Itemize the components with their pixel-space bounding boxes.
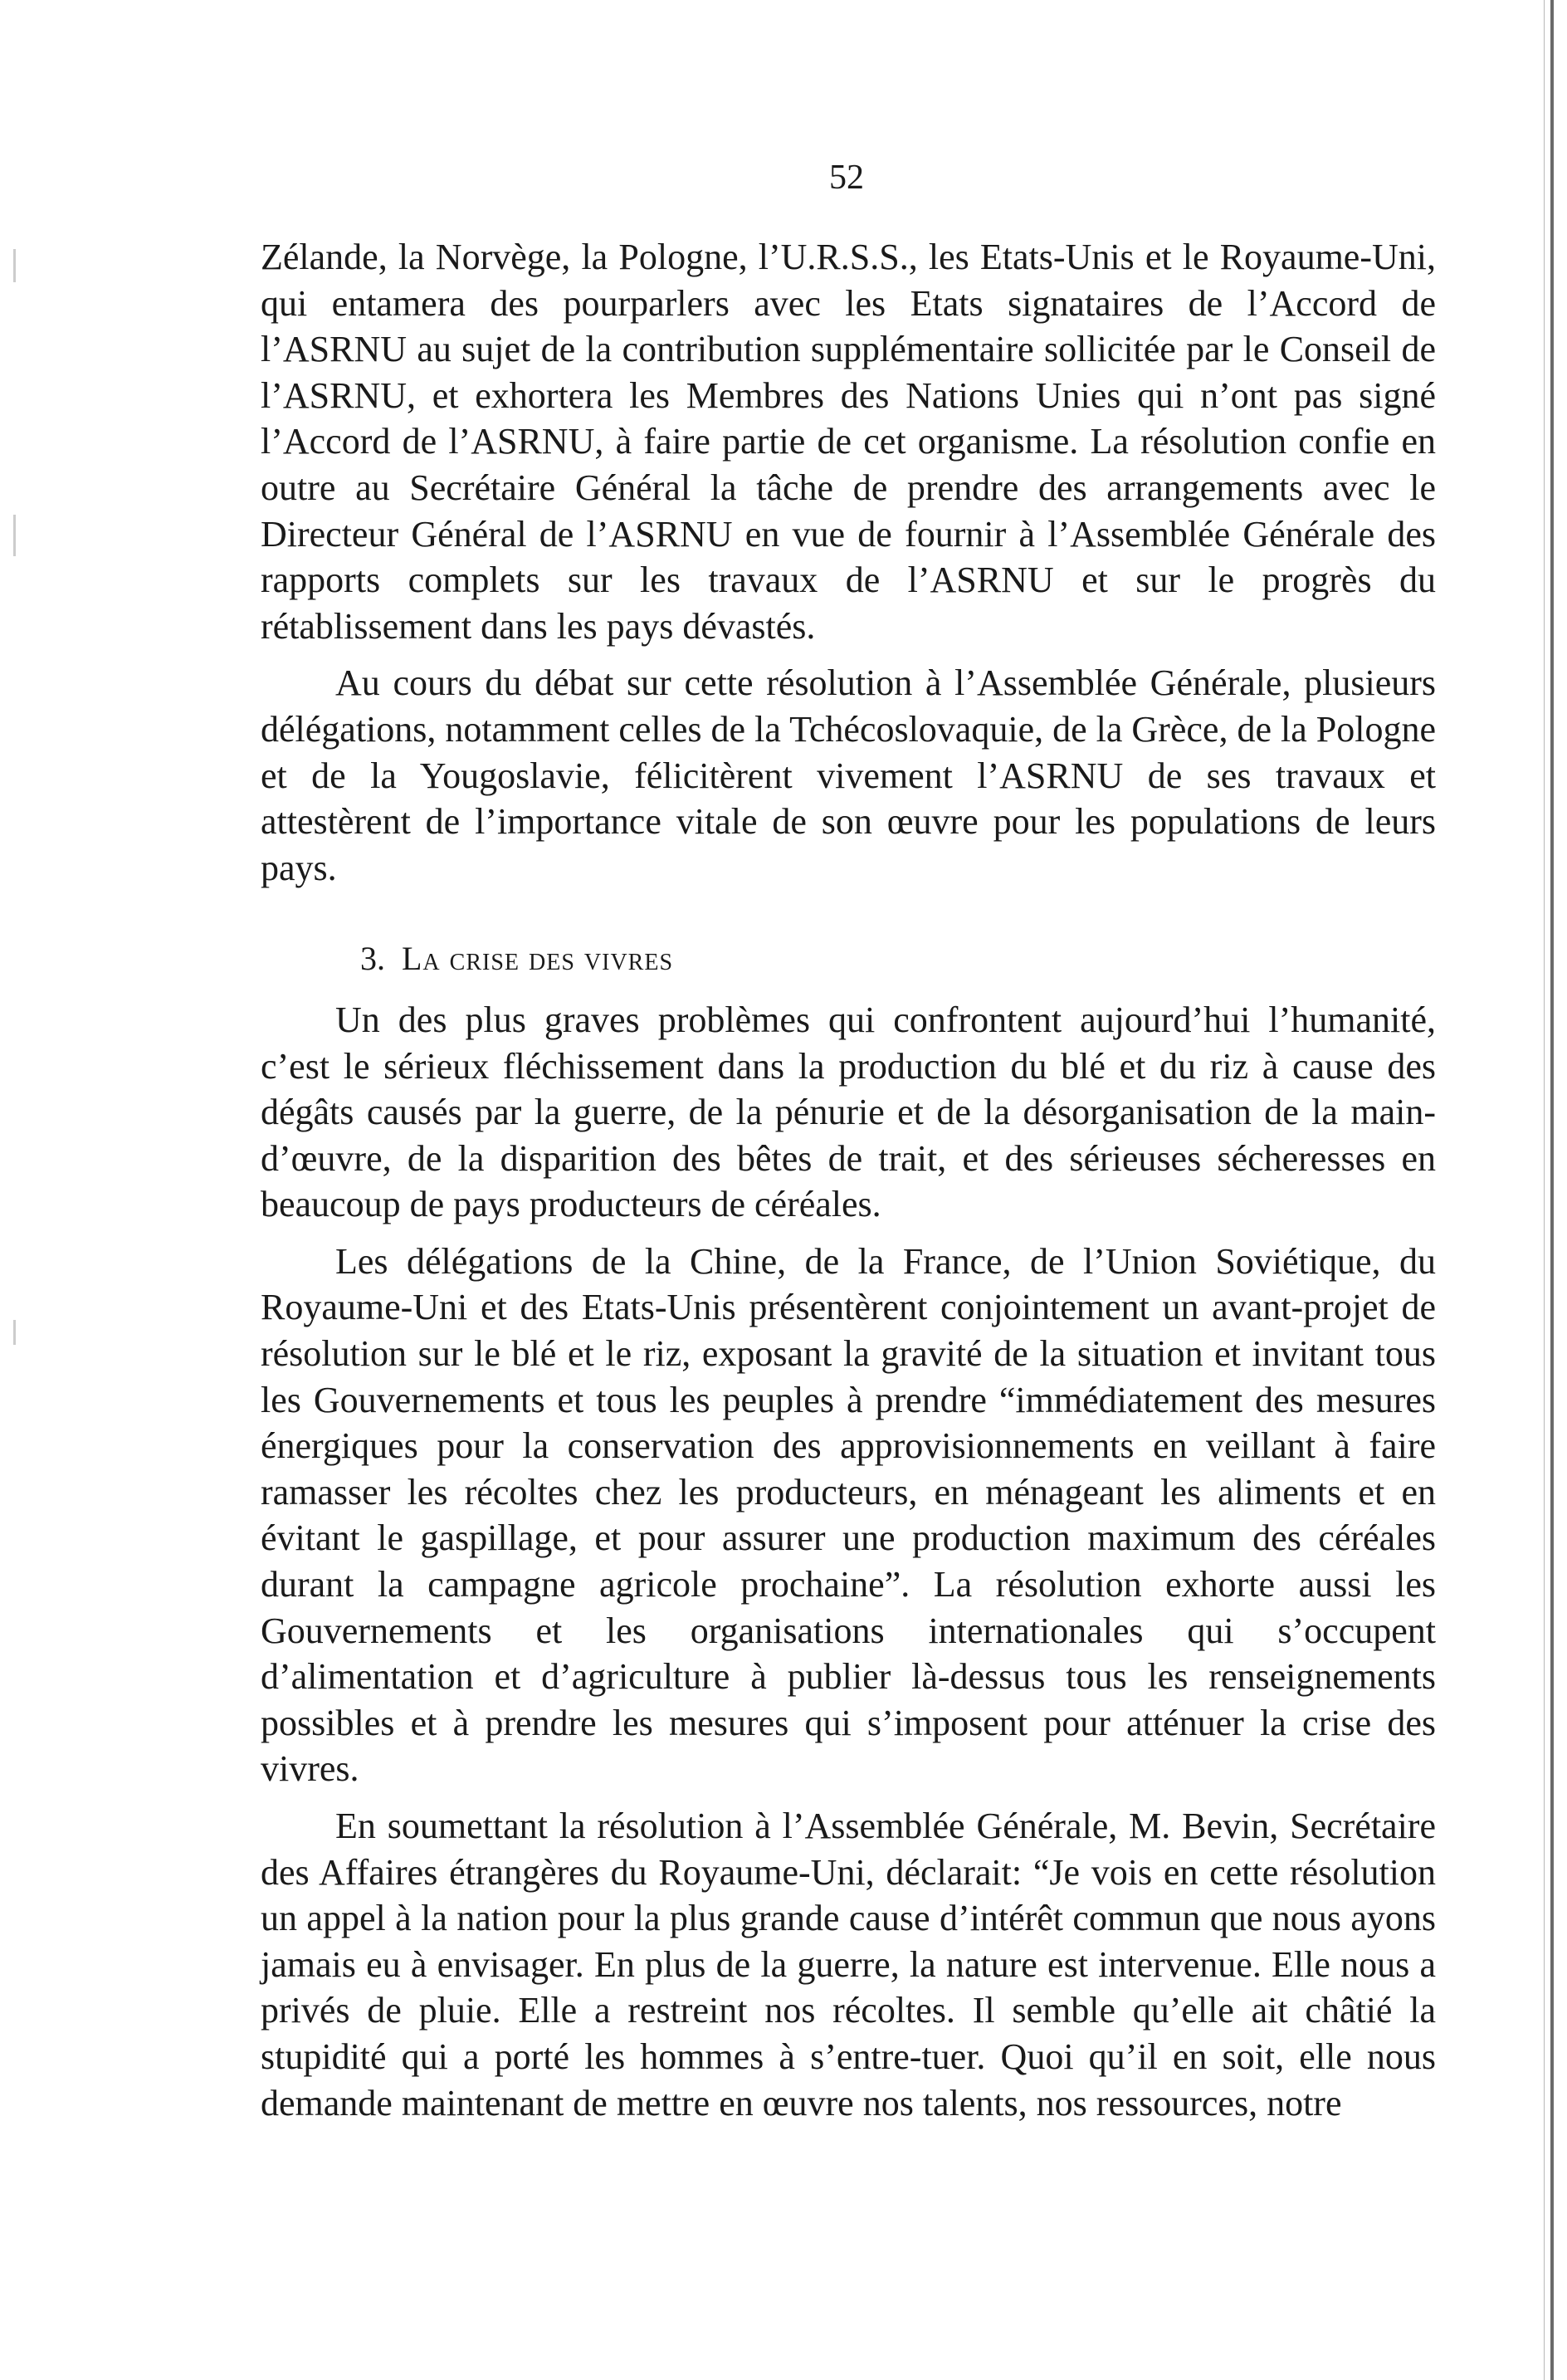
paragraph: En soumettant la résolution à l’Assemblée Générale, M. Bevin, Secrétaire des Affaires étrangères du Royaume-Uni, déclarait: “Je vois en cette résolution un appel à la nation pour la plus grande cause d’intérêt commun que nous ayons jamais eu à envisager. En plus de la guerre, la nature est intervenue. Elle nous a privés de pluie. Elle a restreint nos récoltes. Il semble qu’elle ait châtié la stupidité qui a porté les hommes à s’entre-tuer. Quoi qu’il en soit, elle nous demande maintenant de mettre en œuvre nos talents, nos ressources, notre [261,1806,1436,2123]
paragraph: Un des plus graves problèmes qui confrontent aujourd’hui l’humanité, c’est le sérieux fléchissement dans la production du blé et du riz à cause des dégâts causés par la guerre, de la pénurie et de la désorganisation de la main-d’œuvre, de la disparition des bêtes de trait, et des sérieuses sécheresses en beaucoup de pays producteurs de céréales. [261,999,1436,1225]
paragraph-continued: Zélande, la Norvège, la Pologne, l’U.R.S.S., les Etats-Unis et le Royaume-Uni, qui entamera des pourparlers avec les Etats signataires de l’Accord de l’ASRNU au sujet de la contribution supplémentaire sollicitée par le Conseil de l’ASRNU, et exhortera les Membres des Nations Unies qui n’ont pas signé l’Accord de l’ASRNU, à faire partie de cet organisme. La résolution confie en outre au Secrétaire Général la tâche de prendre des arrangements avec le Directeur Général de l’ASRNU en vue de fournir à l’Assemblée Générale des rapports complets sur les travaux de l’ASRNU et sur le progrès du rétablissement dans les pays dévastés. [261,237,1436,647]
section-heading [261,936,1436,982]
paragraph: Au cours du débat sur cette résolution à l’Assemblée Générale, plusieurs délégations, notamment celles de la Tchécoslovaquie, de la Grèce, de la Pologne et de la Yougoslavie, félicitèrent vivement l’ASRNU de ses travaux et attestèrent de l’importance vitale de son œuvre pour les populations de leurs pays. [261,662,1436,888]
page-edge-shadow [1544,0,1545,2380]
page-body [261,234,1436,2126]
scan-speck [13,1320,16,1345]
paragraph: Les délégations de la Chine, de la France, de l’Union Soviétique, du Royaume-Uni et des Etats-Unis présentèrent conjointement un avant-projet de résolution sur le blé et le riz, exposant la gravité de la situation et invitant tous les Gouvernements et tous les peuples à prendre “immédiatement des mesures énergiques pour la conservation des approvisionnements en veillant à faire ramasser les récoltes chez les producteurs, en ménageant les aliments et en évitant le gaspillage, et pour assurer une production maximum des céréales durant la campagne agricole prochaine”. La résolution exhorte aussi les Gouvernements et les organisations internationales qui s’occupent d’alimentation et d’agriculture à publier là-dessus tous les renseignements possibles et à prendre les mesures qui s’imposent pour atténuer la crise des vivres. [261,1240,1436,1790]
page-edge-rule [1550,0,1554,2380]
section-number: 3. [360,940,385,978]
scan-speck [13,515,16,556]
section-title: La crise des vivres [402,940,674,978]
page-number: 52 [829,159,864,197]
scan-speck [13,249,16,282]
